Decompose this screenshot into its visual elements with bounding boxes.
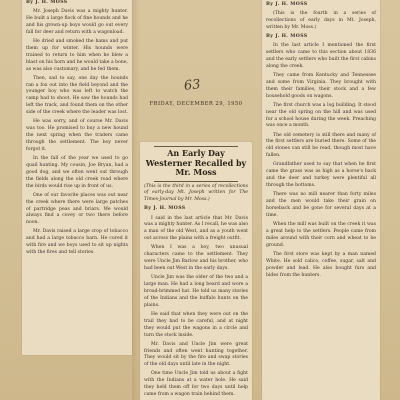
left-byline: By J. H. MOSS xyxy=(26,0,68,5)
left-paragraphs xyxy=(26,9,128,257)
article-paragraph: In the last article I mentioned the first settlers who came to this section about 1836 and the early settlers who built the first cabins along the creek. xyxy=(266,43,376,69)
article-paragraph: There was no mill nearer than forty miles and the men would take their grain on horseback and be gone for several days at a time. xyxy=(266,192,376,218)
article-paragraph: They came from Kentucky and Tennessee and some from Virginia. They brought with them their families, their stock and a few household goods on wagons. xyxy=(266,72,376,99)
article-paragraph: Mr. Joseph Davis was a mighty hunter. He built a large flock of fine hounds and he and his grown-up boys would go out every fall for deer and return with a wagonload. xyxy=(26,9,128,35)
right-byline-top: By J. H. MOSS xyxy=(266,2,308,7)
dateline: FRIDAY, DECEMBER 29, 1950 xyxy=(149,101,243,107)
article-paragraph: Mr. Davis and Uncle Jim were great friends and often went hunting together. They would sit by the fire and swap stories of the old days until late in the night. xyxy=(144,341,248,368)
middle-byline: By J. H. MOSS xyxy=(144,206,186,212)
article-paragraph: The first store was kept by a man named White. He sold calico, coffee, sugar, salt and powder and lead. He also bought furs and hides from the hunters. xyxy=(266,251,376,278)
right-paragraphs-top xyxy=(266,11,376,32)
right-byline: By J. H. MOSS xyxy=(266,34,308,39)
article-paragraph: I said in the last article that Mr. Davis was a mighty hunter. As I recall, he was also a man of the old West, and as a youth went out across the plains with a freight outfit. xyxy=(144,215,248,242)
article-paragraph: Mr. Davis raised a large crop of tobacco and had a large tobacco barn. He cured it with fire and we boys used to sit up nights with the fires and tell stories. xyxy=(26,229,128,256)
middle-paragraphs xyxy=(144,216,248,400)
article-paragraph: Grandfather used to say that when he first came the grass was as high as a horse's back and the deer and turkey were plentiful all through the bottoms. xyxy=(266,162,376,189)
article-paragraph: One time Uncle Jim told us about a fight with the Indians at a water hole. He said they held them off for two days until help came from a wagon train behind them. xyxy=(144,371,248,398)
handwritten-page-number: 63 xyxy=(183,77,202,94)
article-paragraph: Then, sad to say, one day the hounds ran a fox out into the field beyond and the younger boy who was left to watch the camp had to shoot. He saw the hounds had left the track, and found them on the other side of the creek where the leader was lost. xyxy=(26,75,128,116)
article-paragraph: He dried and smoked the hams and put them up for winter. His hounds were trained to return to him when he blew a blast on his horn and he would take a bone, as was also customary, and he fed them. xyxy=(26,38,128,72)
article-paragraph: The first church was a log building. It stood near the old spring on the hill and was used for a school house during the week. Preaching was once a month. xyxy=(266,102,376,129)
left-news-column xyxy=(22,0,132,355)
article-intro: (This is the third in a series of recollections of early-day Mt. Joseph written for The Times-Journal by Mr. Moss.) xyxy=(144,183,248,203)
right-paragraphs xyxy=(266,43,376,279)
article-paragraph: One of our favorite places was out near the creek where there were large patches of partridge peas and briars. We would always find a covey or two there before noon. xyxy=(26,192,128,226)
page-gutter-shadow xyxy=(132,0,140,400)
right-news-column xyxy=(262,0,380,400)
article-paragraph: Uncle Jim was the older of the two and a large man. He had a long beard and wore a broad-brimmed hat. He told us many stories of the Indians and the buffalo hunts on the plains. xyxy=(144,275,248,308)
article-paragraph: (This is the fourth in a series of recollections of early days in Mt. Joseph, written by Mr. Moss.) xyxy=(266,11,376,30)
headline-rule-bottom xyxy=(154,181,238,182)
article-paragraph: When the mill was built on the creek it was a great help to the settlers. People came from miles around with their corn and wheat to be ground. xyxy=(266,221,376,248)
middle-news-column xyxy=(140,142,252,400)
headline-rule-top xyxy=(154,146,238,147)
article-paragraph: In the fall of the year we used to go quail hunting. My cousin, Joe Bryan, had a good dog, and we often went out through the fields along the old creek road where the birds would rise up in front of us. xyxy=(26,155,128,189)
article-paragraph: When I was a boy, two unusual characters came to the settlement. They were Uncle Jim Barlow and his brother, who had been out West in the early days. xyxy=(144,245,248,272)
article-paragraph: He was sorry, and of course Mr. Davis was too. He promised to buy a new hound the next spring when the traders came through the settlement. The boy never forgot it. xyxy=(26,119,128,152)
article-headline: An Early Day Westerner Recalled by Mr. Moss xyxy=(145,148,247,177)
article-paragraph: The old cemetery is still there and many of the first settlers are buried there. Some of the old stones can still be read, though most have fallen. xyxy=(266,132,376,159)
article-paragraph: He said that when they were out on the trail they had to be careful, and at night they would put the wagons in a circle and turn the stock inside. xyxy=(144,311,248,338)
